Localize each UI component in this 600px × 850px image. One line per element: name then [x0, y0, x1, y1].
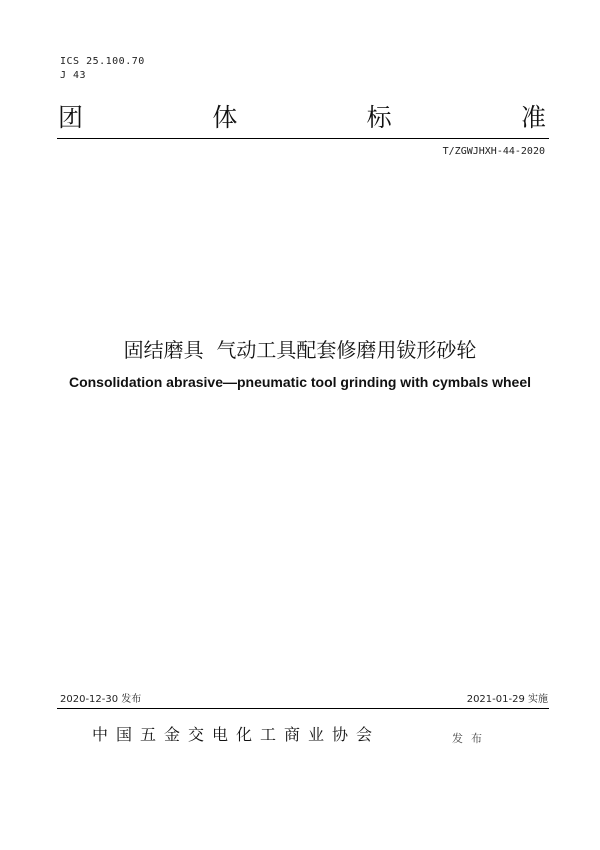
publisher-name: 中国五金交电化工商业协会 — [92, 725, 381, 744]
implementation-date: 2021-01-29 实施 — [466, 694, 548, 705]
title-english: Consolidation abrasive—pneumatic tool grinding with cymbals wheel — [68, 374, 532, 390]
footer-divider — [57, 708, 549, 709]
document-type-char: 准 — [520, 103, 546, 132]
document-type-char: 标 — [366, 103, 392, 132]
title-chinese: 固结磨具 气动工具配套修磨用钹形砂轮 — [123, 338, 477, 362]
publish-label: 发布 — [452, 732, 490, 745]
ics-code: ICS 25.100.70 — [60, 56, 145, 67]
document-type-char: 体 — [212, 103, 238, 132]
header-divider — [57, 138, 549, 139]
document-type-char: 团 — [58, 103, 84, 132]
classification-code: J 43 — [60, 70, 87, 81]
standard-number: T/ZGWJHXH-44-2020 — [442, 146, 545, 157]
issue-date: 2020-12-30 发布 — [60, 694, 142, 705]
document-type-title — [58, 98, 546, 134]
